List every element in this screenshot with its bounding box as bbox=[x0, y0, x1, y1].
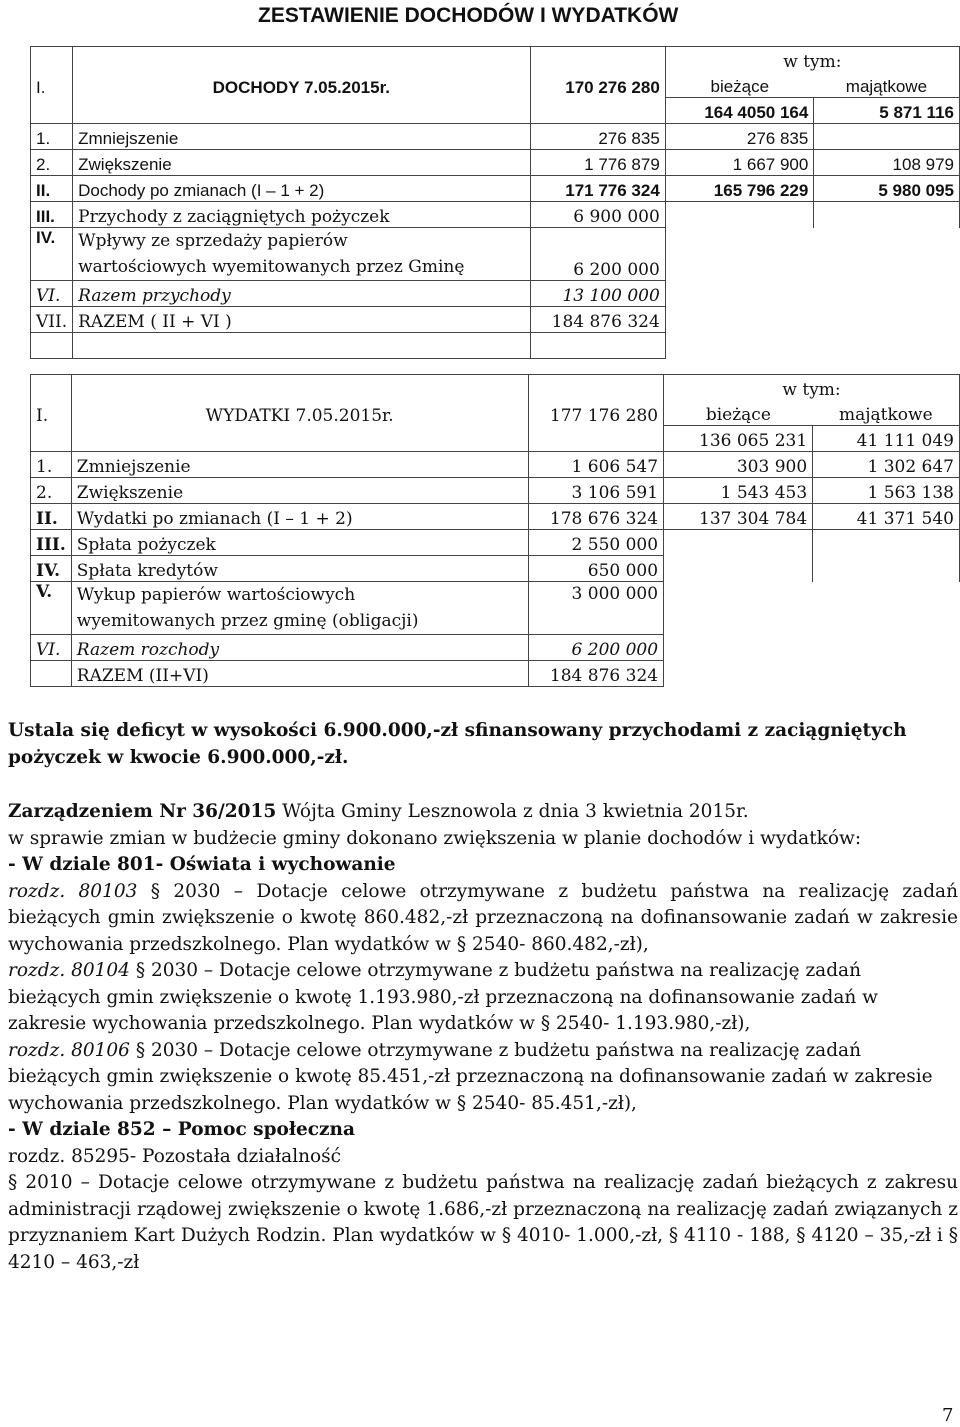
row-no: 2. bbox=[31, 150, 73, 176]
table-row bbox=[31, 228, 960, 281]
row-label: Zwiększenie bbox=[73, 150, 530, 176]
section-801: - W dziale 801- Oświata i wychowanie bbox=[8, 854, 396, 875]
expense-head-total: 177 176 280 bbox=[528, 400, 663, 426]
row-label-line2: wyemitowanych przez gminę (obligacji) bbox=[76, 611, 419, 631]
regulation-bold: Zarządzeniem Nr 36/2015 bbox=[8, 801, 277, 822]
paragraph-80104 bbox=[8, 958, 958, 1038]
row-total: 3 106 591 bbox=[528, 478, 663, 504]
row-majatkowe: 1 563 138 bbox=[813, 478, 960, 504]
row-biezace: 1 543 453 bbox=[664, 478, 813, 504]
row-label-line1: Wykup papierów wartościowych bbox=[76, 585, 356, 605]
income-majatkowe-label: majątkowe bbox=[814, 72, 960, 98]
rozdz-80104: rozdz. 80104 bbox=[8, 960, 130, 981]
row-majatkowe: 1 302 647 bbox=[813, 452, 960, 478]
expense-head-label: WYDATKI 7.05.2015r. bbox=[71, 400, 528, 426]
row-no: II. bbox=[31, 176, 73, 202]
row-majatkowe: 108 979 bbox=[814, 150, 960, 176]
paragraph-80104-text: § 2030 – Dotacje celowe otrzymywane z budżetu państwa na realizację zadań bieżących gmin zwiększenie o kwotę 1.193.980,-zł przeznaczoną na dofinansowanie zadań w zakresie wychowania przedszkolnego. Plan wydatków w § 2540- 1.193.980,-zł), bbox=[8, 960, 879, 1034]
row-total: 6 200 000 bbox=[528, 635, 663, 661]
row-total: 1 606 547 bbox=[528, 452, 663, 478]
income-head-label: DOCHODY 7.05.2015r. bbox=[73, 72, 530, 98]
row-no: VI. bbox=[31, 281, 73, 307]
section-852: - W dziale 852 – Pomoc społeczna bbox=[8, 1119, 355, 1140]
row-total: 1 776 879 bbox=[530, 150, 665, 176]
row-total: 6 200 000 bbox=[530, 228, 665, 281]
row-label: Wydatki po zmianach (I – 1 + 2) bbox=[71, 504, 528, 530]
expense-table bbox=[30, 374, 960, 687]
expense-head-biezace: 136 065 231 bbox=[664, 426, 813, 452]
paragraph-80103 bbox=[8, 879, 958, 959]
page-number: 7 bbox=[942, 1405, 954, 1426]
deficit-paragraph: Ustala się deficyt w wysokości 6.900.000,-zł sfinansowany przychodami z zaciągniętych pożyczek w kwocie 6.900.000,-zł. bbox=[8, 720, 907, 768]
expense-majatkowe-label: majątkowe bbox=[813, 400, 960, 426]
income-w-tym: w tym: bbox=[665, 47, 959, 73]
row-label: RAZEM ( II + VI ) bbox=[73, 307, 530, 333]
row-total: 2 550 000 bbox=[528, 530, 663, 556]
table-row bbox=[31, 176, 960, 202]
row-biezace: 165 796 229 bbox=[665, 176, 814, 202]
table-row bbox=[31, 556, 960, 582]
row-label: Zmniejszenie bbox=[71, 452, 528, 478]
row-no: 2. bbox=[31, 478, 72, 504]
row-total: 276 835 bbox=[530, 124, 665, 150]
row-label: Spłata pożyczek bbox=[71, 530, 528, 556]
row-label bbox=[71, 582, 528, 635]
row-no: VII. bbox=[31, 307, 73, 333]
rozdz-80106: rozdz. 80106 bbox=[8, 1039, 130, 1061]
table-row bbox=[31, 307, 960, 333]
expense-w-tym: w tym: bbox=[664, 375, 960, 401]
row-label: RAZEM (II+VI) bbox=[71, 661, 528, 687]
row-label: Razem rozchody bbox=[71, 635, 528, 661]
row-label: Zmniejszenie bbox=[73, 124, 530, 150]
row-no: 1. bbox=[31, 124, 73, 150]
intro-paragraph: w sprawie zmian w budżecie gminy dokonano zwiększenia w planie dochodów i wydatków: bbox=[8, 827, 862, 849]
income-head-no: I. bbox=[31, 72, 73, 98]
table-row bbox=[31, 124, 960, 150]
row-label: Przychody z zaciągniętych pożyczek bbox=[73, 202, 530, 228]
row-no: IV. bbox=[31, 556, 72, 582]
income-head-majatkowe: 5 871 116 bbox=[814, 98, 960, 124]
row-majatkowe: 5 980 095 bbox=[814, 176, 960, 202]
row-no: VI. bbox=[31, 635, 72, 661]
row-label-line1: Wpływy ze sprzedaży papierów bbox=[78, 231, 348, 251]
row-total: 184 876 324 bbox=[530, 307, 665, 333]
row-biezace: 303 900 bbox=[664, 452, 813, 478]
paragraph-80106 bbox=[8, 1038, 958, 1118]
row-total: 3 000 000 bbox=[528, 582, 663, 635]
table-row bbox=[31, 661, 960, 687]
row-no: II. bbox=[31, 504, 72, 530]
income-head-biezace: 164 4050 164 bbox=[665, 98, 814, 124]
row-no bbox=[31, 661, 72, 687]
regulation-line bbox=[8, 799, 958, 826]
row-label-line2: wartościowych wyemitowanych przez Gminę bbox=[78, 257, 465, 277]
row-total: 171 776 324 bbox=[530, 176, 665, 202]
table-row bbox=[31, 202, 960, 228]
row-no: V. bbox=[31, 582, 72, 635]
income-head-total: 170 276 280 bbox=[530, 72, 665, 98]
row-no: 1. bbox=[31, 452, 72, 478]
row-no: III. bbox=[31, 202, 73, 228]
row-label: Dochody po zmianach (I – 1 + 2) bbox=[73, 176, 530, 202]
row-total: 650 000 bbox=[528, 556, 663, 582]
table-row bbox=[31, 582, 960, 635]
paragraph-80103-text: § 2030 – Dotacje celowe otrzymywane z budżetu państwa na realizację zadań bieżących gmin zwiększenie o kwotę 860.482,-zł przeznaczoną na dofinansowanie zadań w zakresie wychowania przedszkolnego. Plan wydatków w § 2540- 860.482,-zł), bbox=[8, 880, 958, 955]
row-majatkowe: 41 371 540 bbox=[813, 504, 960, 530]
page-title: ZESTAWIENIE DOCHODÓW I WYDATKÓW bbox=[258, 4, 679, 27]
table-row bbox=[31, 478, 960, 504]
table-row bbox=[31, 452, 960, 478]
row-biezace: 137 304 784 bbox=[664, 504, 813, 530]
table-row bbox=[31, 150, 960, 176]
table-row bbox=[31, 635, 960, 661]
row-label: Zwiększenie bbox=[71, 478, 528, 504]
row-total: 178 676 324 bbox=[528, 504, 663, 530]
table-row bbox=[31, 281, 960, 307]
income-biezace-label: bieżące bbox=[665, 72, 814, 98]
row-biezace: 276 835 bbox=[665, 124, 814, 150]
row-no: III. bbox=[31, 530, 72, 556]
row-total: 6 900 000 bbox=[530, 202, 665, 228]
table-row bbox=[31, 530, 960, 556]
income-table bbox=[30, 46, 960, 359]
document-body bbox=[8, 718, 958, 1276]
row-total: 13 100 000 bbox=[530, 281, 665, 307]
row-biezace: 1 667 900 bbox=[665, 150, 814, 176]
expense-biezace-label: bieżące bbox=[664, 400, 813, 426]
row-label: Razem przychody bbox=[73, 281, 530, 307]
row-label bbox=[73, 228, 530, 281]
regulation-rest: Wójta Gminy Lesznowola z dnia 3 kwietnia 2015r. bbox=[276, 801, 749, 822]
expense-head-no: I. bbox=[31, 400, 72, 426]
row-total: 184 876 324 bbox=[528, 661, 663, 687]
rozdz-80103: rozdz. 80103 bbox=[8, 880, 138, 902]
row-majatkowe bbox=[814, 124, 960, 150]
table-row bbox=[31, 504, 960, 530]
paragraph-80106-text: § 2030 – Dotacje celowe otrzymywane z budżetu państwa na realizację zadań bieżących gmin zwiększenie o kwotę 85.451,-zł przeznaczoną na dofinansowanie zadań w zakresie wychowania przedszkolnego. Plan wydatków w § 2540- 85.451,-zł), bbox=[8, 1039, 933, 1114]
row-no: IV. bbox=[31, 228, 73, 281]
paragraph-2010: § 2010 – Dotacje celowe otrzymywane z budżetu państwa na realizację zadań bieżących z zakresu administracji rządowej zwiększenie o kwotę 1.686,-zł przeznaczoną na realizację zadań związanych z przyznaniem Kart Dużych Rodzin. Plan wydatków w § 4010- 1.000,-zł, § 4110 - 188, § 4120 – 35,-zł i § 4210 – 463,-zł bbox=[8, 1172, 958, 1273]
rozdz-85295: rozdz. 85295- Pozostała działalność bbox=[8, 1145, 342, 1167]
expense-head-majatkowe: 41 111 049 bbox=[813, 426, 960, 452]
row-label: Spłata kredytów bbox=[71, 556, 528, 582]
